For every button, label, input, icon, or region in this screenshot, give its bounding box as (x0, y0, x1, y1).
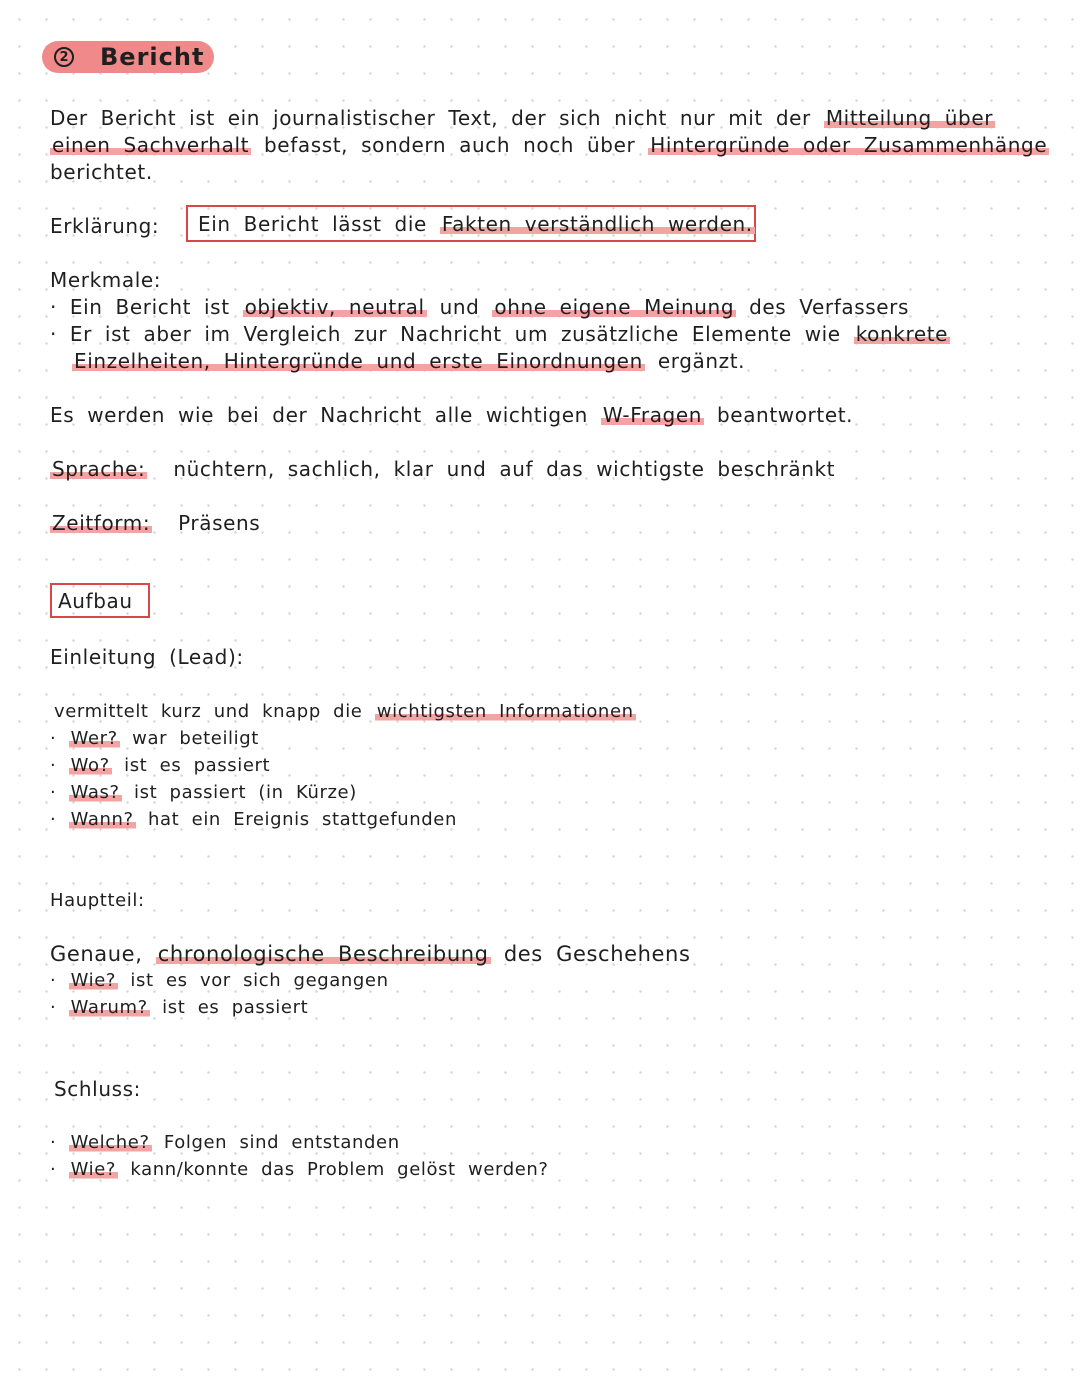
highlight: Welche? (70, 1132, 150, 1153)
highlight: W-Fragen (602, 403, 703, 427)
merkmale-label: Merkmale: (50, 268, 162, 292)
highlight: Einzelheiten, Hintergründe und erste Einordnungen (74, 349, 643, 373)
list-item: · Wie? kann/konnte das Problem gelöst werden? (50, 1159, 549, 1180)
sprache-label: Sprache: (52, 457, 146, 481)
highlight: wichtigsten Informationen (376, 701, 634, 722)
highlight: einen Sachverhalt (52, 133, 250, 157)
einleitung-intro: vermittelt kurz und knapp die wichtigsten Informationen (54, 701, 634, 722)
highlight: Wie? (70, 1159, 117, 1180)
highlight: Wie? (70, 970, 117, 991)
highlight: chronologische Beschreibung (157, 942, 489, 966)
list-item: · Welche? Folgen sind entstanden (50, 1132, 400, 1153)
merkmal-1: · Ein Bericht ist objektiv, neutral und ohne eigene Meinung des Verfassers (50, 295, 909, 319)
hauptteil-label: Hauptteil: (50, 890, 145, 911)
list-item: · Was? ist passiert (in Kürze) (50, 782, 357, 803)
hauptteil-intro: Genaue, chronologische Beschreibung des Geschehens (50, 942, 691, 966)
highlight: Wann? (70, 809, 134, 830)
highlight: Mitteilung über (825, 106, 994, 130)
wfragen-line: Es werden wie bei der Nachricht alle wichtigen W-Fragen beantwortet. (50, 403, 854, 427)
intro-line-1: Der Bericht ist ein journalistischer Text, der sich nicht nur mit der Mitteilung über (50, 106, 994, 130)
list-item: · Wie? ist es vor sich gegangen (50, 970, 389, 991)
list-item: · Wann? hat ein Ereignis stattgefunden (50, 809, 457, 830)
highlight: Fakten verständlich werden. (441, 211, 753, 236)
merkmal-2: · Er ist aber im Vergleich zur Nachricht um zusätzliche Elemente wie konkrete (50, 322, 949, 346)
highlight: Wer? (70, 728, 118, 749)
highlight: ohne eigene Meinung (494, 295, 735, 319)
schluss-label: Schluss: (54, 1077, 141, 1101)
intro-line-2: einen Sachverhalt befasst, sondern auch noch über Hintergründe oder Zusammenhänge (52, 133, 1048, 157)
list-item: · Warum? ist es passiert (50, 997, 309, 1018)
sprache-line: Sprache: nüchtern, sachlich, klar und auf das wichtigste beschränkt (52, 457, 836, 481)
erklaerung-box: Ein Bericht lässt die Fakten verständlich werden. (186, 205, 756, 242)
aufbau-box: Aufbau (50, 583, 150, 618)
section-number: 2 (54, 47, 74, 67)
zeitform-line: Zeitform: Präsens (52, 511, 261, 535)
einleitung-label: Einleitung (Lead): (50, 645, 244, 669)
intro-line-3: berichtet. (50, 160, 153, 184)
highlight: Wo? (70, 755, 110, 776)
highlight: Hintergründe oder Zusammenhänge (650, 133, 1048, 157)
highlight: Was? (70, 782, 120, 803)
merkmal-2-cont: Einzelheiten, Hintergründe und erste Einordnungen ergänzt. (74, 349, 746, 373)
erklaerung-label: Erklärung: (50, 214, 160, 238)
title-pill (42, 41, 214, 73)
zeitform-label: Zeitform: (52, 511, 151, 535)
highlight: Warum? (70, 997, 148, 1018)
highlight: konkrete (855, 322, 949, 346)
list-item: · Wo? ist es passiert (50, 755, 271, 776)
page-title: Bericht (100, 43, 205, 71)
highlight: objektiv, neutral (244, 295, 425, 319)
list-item: · Wer? war beteiligt (50, 728, 259, 749)
